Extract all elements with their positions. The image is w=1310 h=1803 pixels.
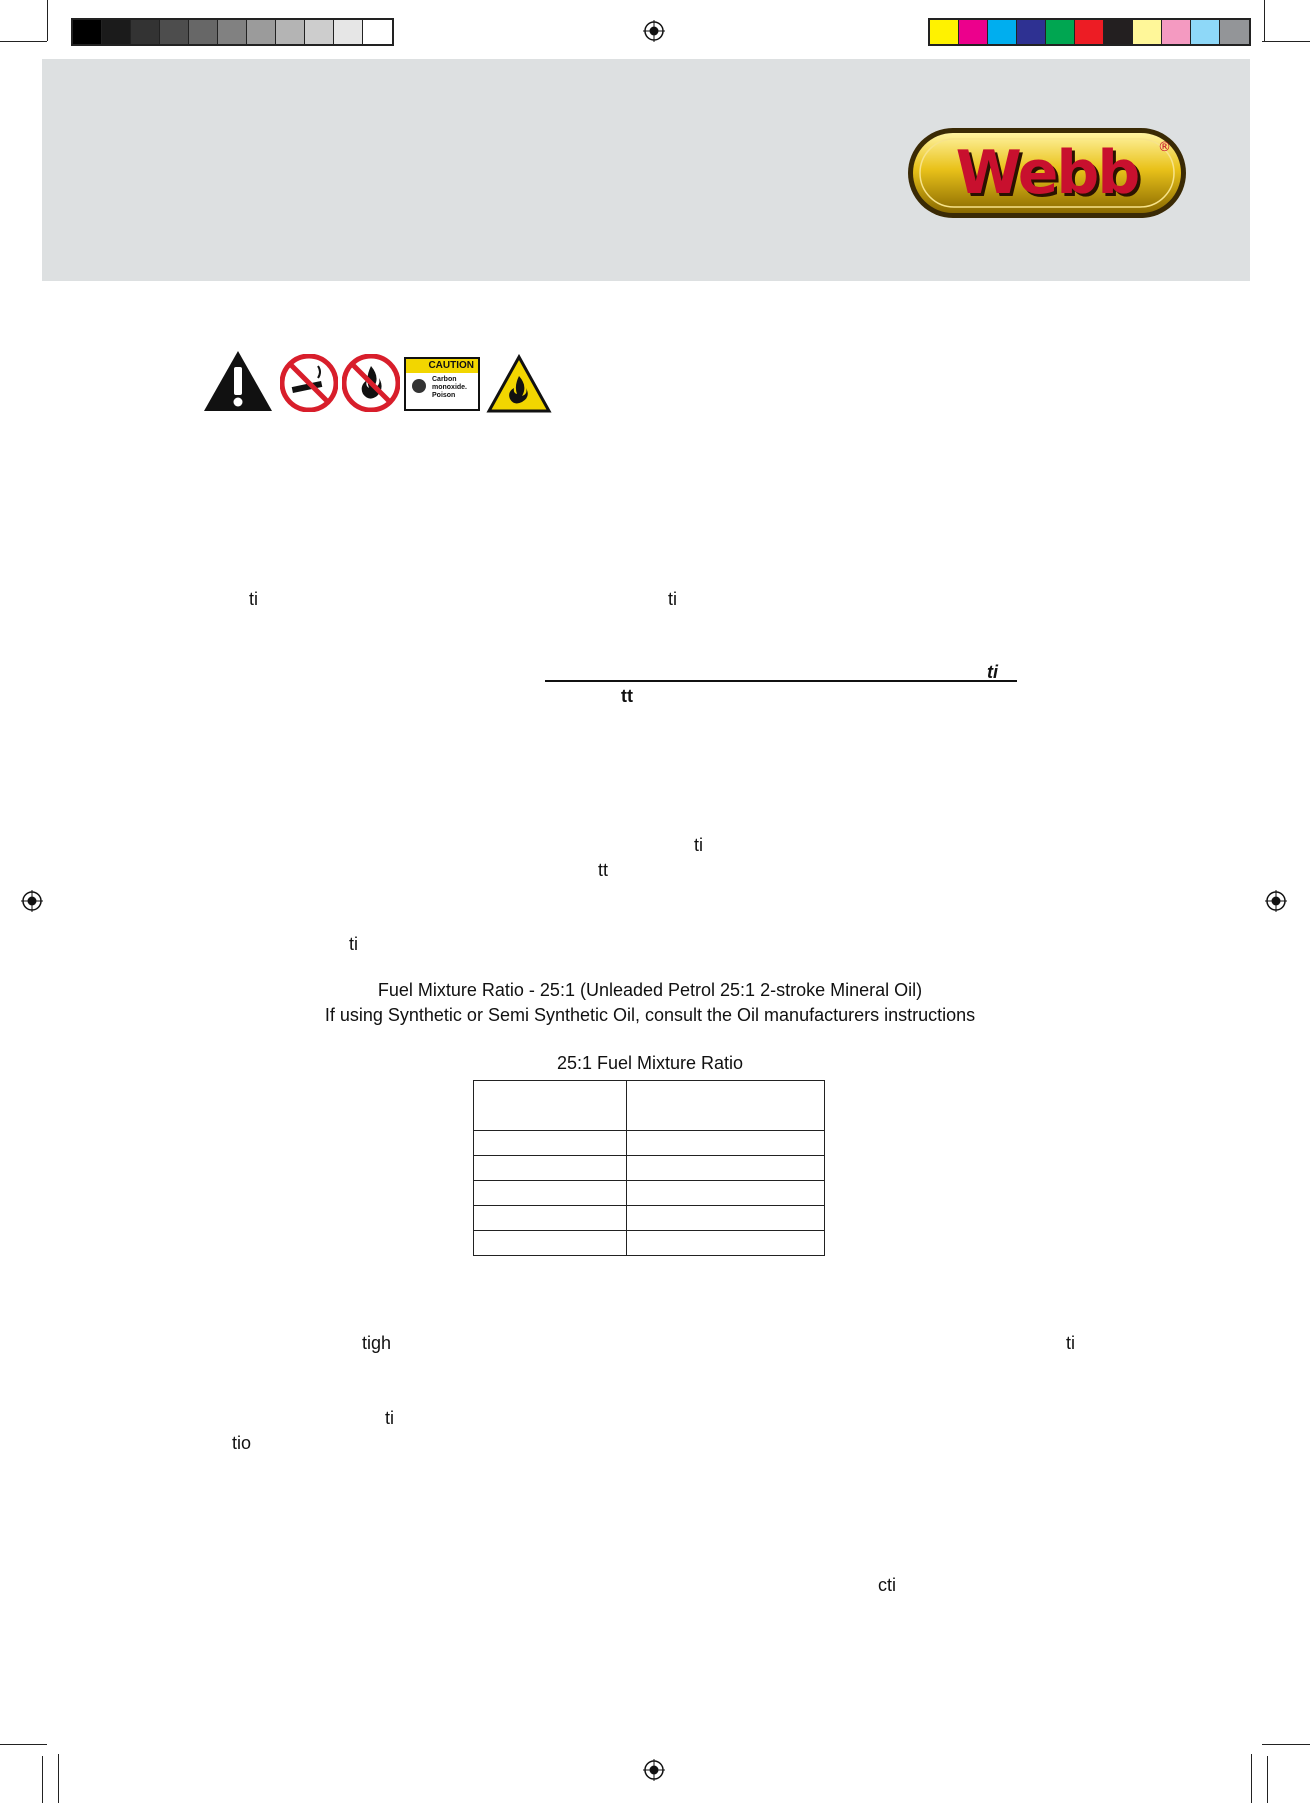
color-swatch xyxy=(218,20,247,44)
text-fragment: ti xyxy=(987,662,998,682)
color-swatch xyxy=(276,20,305,44)
grayscale-color-bar xyxy=(71,18,394,46)
table-row xyxy=(474,1181,825,1206)
color-swatch xyxy=(189,20,218,44)
process-color-bar xyxy=(928,18,1251,46)
caution-carbon-monoxide-sign xyxy=(404,357,480,411)
table-header-row xyxy=(474,1081,825,1131)
text-fragment: cti xyxy=(878,1575,896,1595)
caution-text: Carbon monoxide. Poison xyxy=(432,376,468,399)
color-swatch xyxy=(334,20,363,44)
table-cell xyxy=(627,1131,825,1156)
text-fragment: ti xyxy=(385,1408,394,1428)
registration-mark-icon xyxy=(1265,890,1287,912)
crop-mark xyxy=(42,1756,43,1803)
table-cell xyxy=(627,1206,825,1231)
color-swatch xyxy=(102,20,131,44)
table-cell xyxy=(474,1231,627,1256)
color-swatch xyxy=(1104,20,1133,44)
caution-person-icon xyxy=(412,379,426,393)
table-cell xyxy=(474,1181,627,1206)
text-fragment: ti xyxy=(349,934,358,954)
text-fragment: tt xyxy=(598,860,609,880)
color-swatch xyxy=(1133,20,1162,44)
flammable-icon xyxy=(486,354,552,414)
table-cell xyxy=(474,1081,627,1131)
color-swatch xyxy=(930,20,959,44)
table-cell xyxy=(474,1156,627,1181)
no-smoking-icon xyxy=(280,354,338,412)
table-cell xyxy=(474,1206,627,1231)
color-swatch xyxy=(73,20,102,44)
table-row xyxy=(474,1231,825,1256)
crop-mark xyxy=(1262,1744,1310,1745)
logo-registered-mark: ® xyxy=(1158,140,1171,155)
table-row xyxy=(474,1131,825,1156)
synthetic-oil-note: If using Synthetic or Semi Synthetic Oil, consult the Oil manufacturers instructions xyxy=(324,1005,976,1025)
color-swatch xyxy=(247,20,276,44)
no-open-flame-icon xyxy=(342,354,400,412)
text-fragment: tigh xyxy=(362,1333,392,1353)
logo-wordmark: Webb xyxy=(955,138,1139,208)
table-cell xyxy=(627,1231,825,1256)
color-swatch xyxy=(160,20,189,44)
color-swatch xyxy=(305,20,334,44)
crop-mark xyxy=(0,41,47,42)
webb-logo xyxy=(906,126,1188,220)
text-fragment: tt xyxy=(621,686,633,706)
crop-mark xyxy=(47,0,48,41)
registration-mark-icon xyxy=(643,1759,665,1781)
caution-heading: CAUTION xyxy=(406,359,478,373)
color-swatch xyxy=(131,20,160,44)
crop-mark xyxy=(0,1744,47,1745)
text-fragment: ti xyxy=(249,589,258,609)
registration-mark-icon xyxy=(643,20,665,42)
color-swatch xyxy=(1162,20,1191,44)
section-underline xyxy=(545,680,1017,682)
text-fragment: ti xyxy=(668,589,677,609)
color-swatch xyxy=(988,20,1017,44)
table-cell xyxy=(627,1156,825,1181)
color-swatch xyxy=(1075,20,1104,44)
color-swatch xyxy=(959,20,988,44)
text-fragment: ti xyxy=(1066,1333,1075,1353)
table-row xyxy=(474,1206,825,1231)
crop-mark xyxy=(1262,41,1310,42)
crop-mark xyxy=(58,1754,59,1803)
crop-mark xyxy=(1251,1754,1252,1803)
warning-exclamation-icon xyxy=(202,349,274,413)
color-swatch xyxy=(1220,20,1249,44)
registration-mark-icon xyxy=(21,890,43,912)
crop-mark xyxy=(1267,1756,1268,1803)
table-row xyxy=(474,1156,825,1181)
text-fragment: tio xyxy=(232,1433,252,1453)
color-swatch xyxy=(1191,20,1220,44)
fuel-mixture-ratio-line: Fuel Mixture Ratio - 25:1 (Unleaded Petrol 25:1 2-stroke Mineral Oil) xyxy=(377,980,923,1000)
table-cell xyxy=(627,1081,825,1131)
table-cell xyxy=(474,1131,627,1156)
color-swatch xyxy=(363,20,392,44)
color-swatch xyxy=(1046,20,1075,44)
color-swatch xyxy=(1017,20,1046,44)
fuel-table-title: 25:1 Fuel Mixture Ratio xyxy=(556,1053,744,1073)
fuel-ratio-table xyxy=(473,1080,825,1256)
text-fragment: ti xyxy=(694,835,703,855)
crop-mark xyxy=(1264,0,1265,41)
table-cell xyxy=(627,1181,825,1206)
